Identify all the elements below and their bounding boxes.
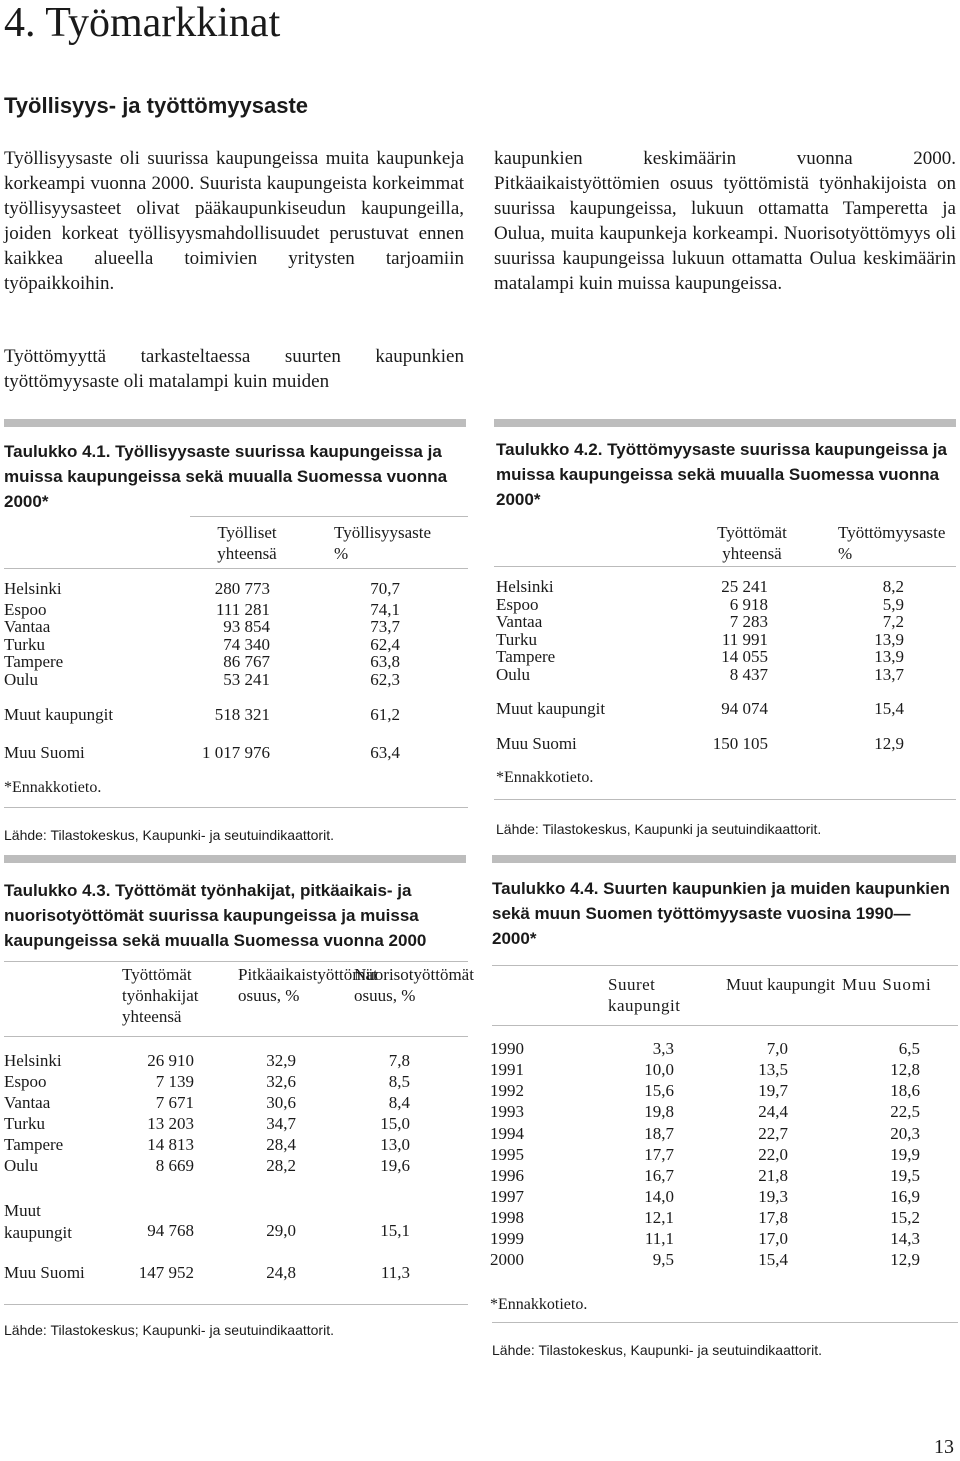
table1-top-rule bbox=[4, 419, 466, 427]
table4-cell: 12,1 bbox=[644, 1208, 674, 1227]
table3-row-label: Turku bbox=[4, 1114, 45, 1133]
table1-column-rule bbox=[4, 568, 468, 569]
table4-cell: 17,0 bbox=[758, 1229, 788, 1248]
table3-cell: 8,4 bbox=[388, 1093, 410, 1112]
table3-top-rule bbox=[4, 855, 466, 863]
table4-header-rule bbox=[492, 965, 958, 966]
table1-caption: Taulukko 4.1. Työllisyysaste suurissa kaupungeissa ja muissa kaupungeissa sekä muualla Suomessa vuonna 2000* bbox=[4, 442, 448, 511]
table3-cell: 7 671 bbox=[155, 1093, 194, 1112]
table4-note: *Ennakkotieto. bbox=[490, 1296, 588, 1313]
table4-col-header: Muut kaupungit bbox=[726, 975, 836, 994]
table4-cell: 17,7 bbox=[644, 1145, 674, 1164]
table3-col-header: Pitkäaikaistyöttömät osuus, % bbox=[238, 965, 378, 1005]
table3-cell: 13 203 bbox=[147, 1114, 194, 1133]
table3-caption: Taulukko 4.3. Työttömät työnhakijat, pitkäaikais- ja nuorisotyöttömät suurissa kaupungeissa ja muissa kaupungeissa sekä muualla Suomessa vuonna 2000 bbox=[4, 881, 427, 950]
table1-row-label: Helsinki bbox=[4, 579, 62, 598]
table3-cell: 8 669 bbox=[155, 1156, 194, 1175]
table4-row-label: 1998 bbox=[490, 1208, 524, 1227]
table2-row-label: Muut kaupungit bbox=[496, 699, 606, 718]
table2-row-label: Tampere bbox=[496, 647, 556, 666]
table4-cell: 16,9 bbox=[890, 1187, 920, 1206]
table3-cell: 8,5 bbox=[388, 1072, 410, 1091]
table1-row-label: Tampere bbox=[4, 652, 64, 671]
table4-cell: 19,5 bbox=[890, 1166, 920, 1185]
table4-row-label: 1995 bbox=[490, 1145, 524, 1164]
table4-row-label: 2000 bbox=[490, 1250, 524, 1269]
table3-row-label: Vantaa bbox=[4, 1093, 51, 1112]
table3-cell: 30,6 bbox=[266, 1093, 296, 1112]
table1-cell: 74,1 bbox=[370, 600, 400, 619]
table3-row-label: Muu Suomi bbox=[4, 1263, 85, 1282]
table1-cell: 93 854 bbox=[223, 617, 270, 636]
paragraph-unemployment: Työttömyyttä tarkasteltaessa suurten kaupunkien työttömyysaste oli matalampi kuin muiden bbox=[4, 346, 464, 392]
table1-row-label: Muu Suomi bbox=[4, 743, 85, 762]
table1-cell: 86 767 bbox=[223, 652, 270, 671]
table2-cell: 11 991 bbox=[721, 630, 768, 649]
table3-cell: 32,6 bbox=[266, 1072, 296, 1091]
table3-cell: 29,0 bbox=[266, 1221, 296, 1240]
table4-cell: 15,4 bbox=[758, 1250, 788, 1269]
table2-col-header: Työttömyysaste % bbox=[838, 523, 946, 563]
table4-bottom-rule bbox=[492, 1322, 958, 1323]
table1-cell: 63,4 bbox=[370, 743, 400, 762]
table2-cell: 13,9 bbox=[874, 647, 904, 666]
table4-cell: 12,9 bbox=[890, 1250, 920, 1269]
table4-cell: 22,5 bbox=[890, 1102, 920, 1121]
table4-col-header: Suuret kaupungit bbox=[608, 975, 681, 1015]
table3-cell: 28,4 bbox=[266, 1135, 296, 1154]
table1-cell: 111 281 bbox=[216, 600, 270, 619]
table2-column-rule bbox=[494, 566, 956, 567]
table2-cell: 8,2 bbox=[882, 577, 904, 596]
table3-cell: 19,6 bbox=[380, 1156, 410, 1175]
table1-row-label: Espoo bbox=[4, 600, 47, 619]
table2-row-label: Espoo bbox=[496, 595, 539, 614]
table3-cell: 11,3 bbox=[380, 1263, 410, 1282]
table3-cell: 94 768 bbox=[147, 1221, 194, 1240]
table4-cell: 18,7 bbox=[644, 1124, 674, 1143]
table4-cell: 24,4 bbox=[758, 1102, 788, 1121]
table4-cell: 16,7 bbox=[644, 1166, 674, 1185]
paragraph-unemployment-continued: kaupunkien keskimäärin vuonna 2000. Pitkäaikaistyöttömien osuus työttömistä työnhakijoista on suurissa kaupungeissa, lukuun ottamatta Tamperetta ja Oulua, muita kaupunkeja korkeampi. Nuorisotyöttömyys oli suurissa kaupungeissa lukuun ottamatta Oulua keskimäärin matalampi kuin muissa kaupungeissa. bbox=[494, 148, 956, 294]
table2-row-label: Vantaa bbox=[496, 612, 543, 631]
table3-bottom-rule bbox=[4, 1304, 468, 1305]
table2-cell: 150 105 bbox=[712, 734, 768, 753]
table4-top-rule bbox=[492, 855, 956, 863]
page-number: 13 bbox=[934, 1436, 954, 1458]
table1-note: *Ennakkotieto. bbox=[4, 779, 102, 796]
table4-row-label: 1990 bbox=[490, 1039, 524, 1058]
table3-cell: 15,1 bbox=[380, 1221, 410, 1240]
table1-cell: 280 773 bbox=[214, 579, 270, 598]
table3-row-label: Espoo bbox=[4, 1072, 47, 1091]
table3-cell: 7,8 bbox=[388, 1051, 410, 1070]
table2-cell: 7 283 bbox=[729, 612, 768, 631]
section-title: Työllisyys- ja työttömyysaste bbox=[4, 93, 309, 118]
table4-row-label: 1999 bbox=[490, 1229, 524, 1248]
table2-cell: 94 074 bbox=[721, 699, 768, 718]
paragraph-employment: Työllisyysaste oli suurissa kaupungeissa muita kaupunkeja korkeampi vuonna 2000. Suurista kaupungeista korkeimmat työllisyysasteet olivat pääkaupunkiseudun kaupungeilla, joiden korkeat työllisyysmahdollisuudet perustuvat ennen kaikkea alueella toimivien yritysten tarjoamiin työpaikkoihin. bbox=[4, 148, 464, 294]
table1-row-label: Turku bbox=[4, 635, 45, 654]
table1-row-label: Muut kaupungit bbox=[4, 705, 114, 724]
table3-cell: 26 910 bbox=[147, 1051, 194, 1070]
table2-note: *Ennakkotieto. bbox=[496, 769, 594, 786]
table2-cell: 13,7 bbox=[874, 665, 904, 684]
table4-row-label: 1997 bbox=[490, 1187, 524, 1206]
table1-row-label: Vantaa bbox=[4, 617, 51, 636]
table3-cell: 13,0 bbox=[380, 1135, 410, 1154]
table4-cell: 10,0 bbox=[644, 1060, 674, 1079]
table3-cell: 7 139 bbox=[155, 1072, 194, 1091]
table3-header-rule bbox=[4, 961, 468, 962]
table3-row-label: Tampere bbox=[4, 1135, 64, 1154]
table3-source: Lähde: Tilastokeskus; Kaupunki- ja seutuindikaattorit. bbox=[4, 1322, 334, 1338]
table3-row-label: Helsinki bbox=[4, 1051, 62, 1070]
table3-cell: 28,2 bbox=[266, 1156, 296, 1175]
table1-cell: 61,2 bbox=[370, 705, 400, 724]
table1-cell: 62,4 bbox=[370, 635, 400, 654]
table3-cell: 15,0 bbox=[380, 1114, 410, 1133]
table3-cell: 34,7 bbox=[266, 1114, 296, 1133]
table1-cell: 73,7 bbox=[370, 617, 400, 636]
table4-cell: 18,6 bbox=[890, 1081, 920, 1100]
table2-cell: 7,2 bbox=[882, 612, 904, 631]
table3-row-label: Muut kaupungit bbox=[4, 1201, 72, 1242]
table4-cell: 22,0 bbox=[758, 1145, 788, 1164]
table2-source: Lähde: Tilastokeskus, Kaupunki ja seutuindikaattorit. bbox=[496, 821, 822, 837]
table1-source: Lähde: Tilastokeskus, Kaupunki- ja seutuindikaattorit. bbox=[4, 827, 334, 843]
table4-source: Lähde: Tilastokeskus, Kaupunki- ja seutuindikaattorit. bbox=[492, 1342, 822, 1358]
chapter-title: 4. Työmarkkinat bbox=[4, 0, 281, 46]
table4-cell: 13,5 bbox=[758, 1060, 788, 1079]
table4-cell: 19,8 bbox=[644, 1102, 674, 1121]
table4-cell: 9,5 bbox=[652, 1250, 674, 1269]
table1-cell: 518 321 bbox=[214, 705, 270, 724]
table1-col-header: Työlliset yhteensä bbox=[217, 523, 277, 563]
table4-cell: 19,7 bbox=[758, 1081, 788, 1100]
table2-cell: 6 918 bbox=[729, 595, 768, 614]
table2-row-label: Turku bbox=[496, 630, 537, 649]
table1-header-rule bbox=[190, 516, 468, 517]
table4-cell: 14,0 bbox=[644, 1187, 674, 1206]
table4-cell: 6,5 bbox=[898, 1039, 920, 1058]
table2-cell: 13,9 bbox=[874, 630, 904, 649]
table1-cell: 62,3 bbox=[370, 670, 400, 689]
table2-cell: 8 437 bbox=[729, 665, 768, 684]
table2-cell: 25 241 bbox=[721, 577, 768, 596]
table4-row-label: 1996 bbox=[490, 1166, 524, 1185]
table3-col-header: Nuorisotyöttömät osuus, % bbox=[354, 965, 474, 1005]
table3-cell: 32,9 bbox=[266, 1051, 296, 1070]
table2-row-label: Helsinki bbox=[496, 577, 554, 596]
table3-cell: 147 952 bbox=[138, 1263, 194, 1282]
table3-cell: 24,8 bbox=[266, 1263, 296, 1282]
table1-cell: 1 017 976 bbox=[202, 743, 270, 762]
table4-cell: 17,8 bbox=[758, 1208, 788, 1227]
table1-cell: 53 241 bbox=[223, 670, 270, 689]
table2-cell: 14 055 bbox=[721, 647, 768, 666]
table3-cell: 14 813 bbox=[147, 1135, 194, 1154]
table3-col-header: Työttömät työnhakijat yhteensä bbox=[122, 965, 199, 1026]
table4-cell: 20,3 bbox=[890, 1124, 920, 1143]
table4-row-label: 1993 bbox=[490, 1102, 524, 1121]
table4-cell: 15,6 bbox=[644, 1081, 674, 1100]
table4-cell: 21,8 bbox=[758, 1166, 788, 1185]
table2-caption: Taulukko 4.2. Työttömyysaste suurissa kaupungeissa ja muissa kaupungeissa sekä muualla Suomessa vuonna 2000* bbox=[496, 440, 947, 509]
table1-row-label: Oulu bbox=[4, 670, 38, 689]
table2-cell: 5,9 bbox=[882, 595, 904, 614]
table4-cell: 3,3 bbox=[652, 1039, 674, 1058]
table3-column-rule bbox=[4, 1036, 468, 1037]
table4-row-label: 1991 bbox=[490, 1060, 524, 1079]
table2-row-label: Oulu bbox=[496, 665, 530, 684]
table4-row-label: 1994 bbox=[490, 1124, 524, 1143]
table2-cell: 15,4 bbox=[874, 699, 904, 718]
table2-cell: 12,9 bbox=[874, 734, 904, 753]
table2-bottom-rule bbox=[494, 799, 956, 800]
table1-cell: 74 340 bbox=[223, 635, 270, 654]
table2-top-rule bbox=[494, 419, 956, 427]
table2-row-label: Muu Suomi bbox=[496, 734, 577, 753]
table1-col-header: Työllisyysaste % bbox=[334, 523, 432, 563]
table3-row-label: Oulu bbox=[4, 1156, 38, 1175]
table4-cell: 19,3 bbox=[758, 1187, 788, 1206]
table4-cell: 15,2 bbox=[890, 1208, 920, 1227]
table2-col-header: Työttömät yhteensä bbox=[717, 523, 787, 563]
table1-bottom-rule bbox=[4, 807, 468, 808]
table4-cell: 11,1 bbox=[644, 1229, 674, 1248]
table4-cell: 19,9 bbox=[890, 1145, 920, 1164]
table1-cell: 63,8 bbox=[370, 652, 400, 671]
table4-cell: 12,8 bbox=[890, 1060, 920, 1079]
table4-cell: 22,7 bbox=[758, 1124, 788, 1143]
table4-cell: 7,0 bbox=[766, 1039, 788, 1058]
table4-col-header: Muu Suomi bbox=[842, 975, 932, 994]
table4-column-rule bbox=[492, 1025, 958, 1026]
table4-caption: Taulukko 4.4. Suurten kaupunkien ja muiden kaupunkien sekä muun Suomen työttömyysaste vuosina 1990—2000* bbox=[492, 879, 950, 948]
table4-cell: 14,3 bbox=[890, 1229, 920, 1248]
table1-cell: 70,7 bbox=[370, 579, 400, 598]
table4-row-label: 1992 bbox=[490, 1081, 524, 1100]
